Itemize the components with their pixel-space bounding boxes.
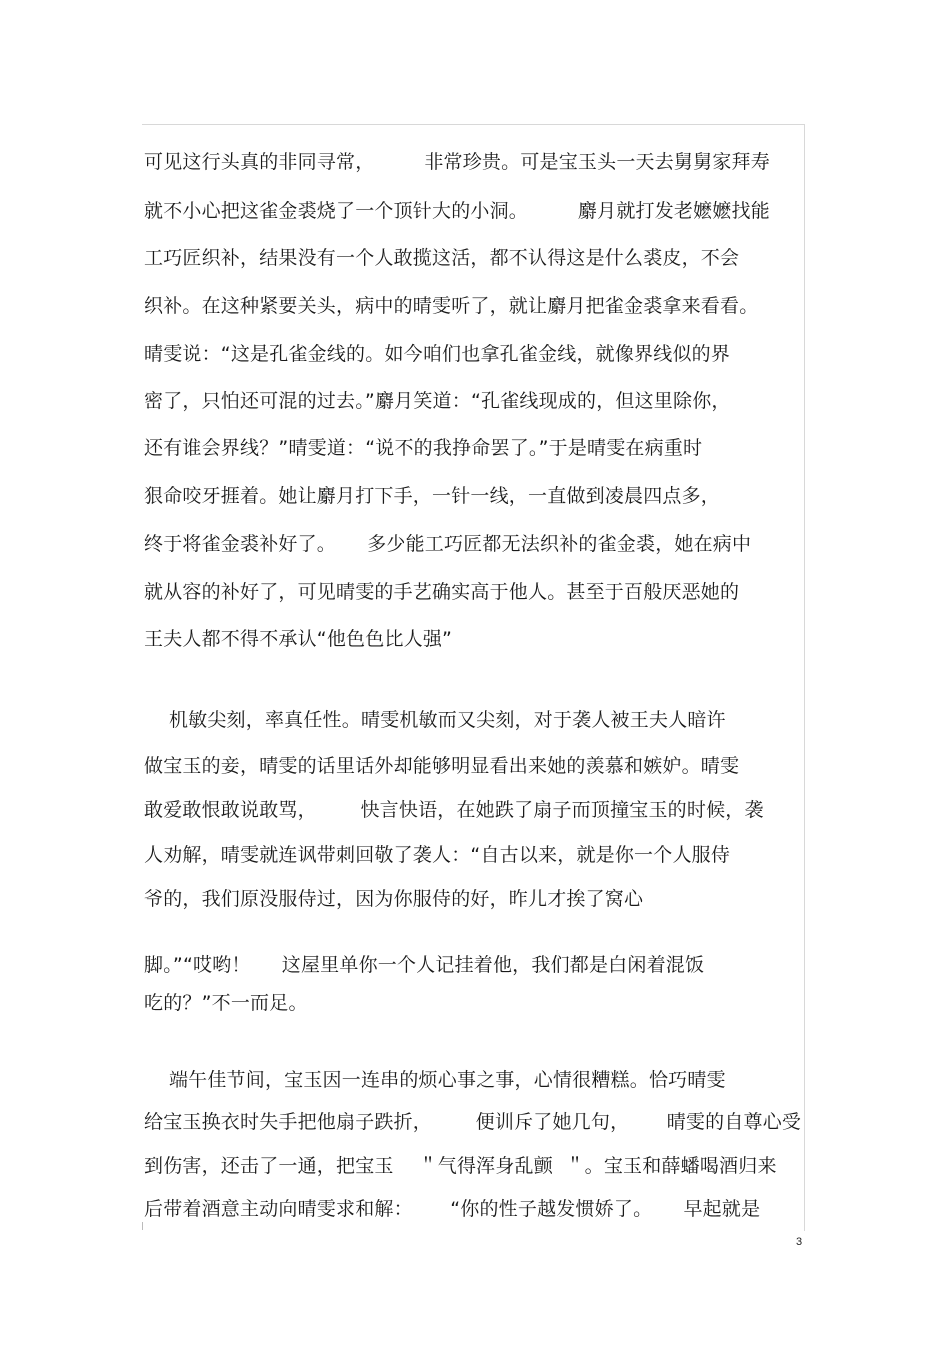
text-line: 端午佳节间，宝玉因一连串的烦心事之事，心情很糟糕。恰巧晴雯 [144,1069,726,1091]
text-line: 狠命咬牙捱着。她让麝月打下手，一针一线，一直做到凌晨四点多， [144,485,721,507]
text-line: 就不小心把这雀金裘烧了一个顶针大的小洞。 麝月就打发老嬷嬷找能 [144,200,770,222]
text-line: 到伤害，还击了一通，把宝玉 ＂气得浑身乱颤 ＂。宝玉和薛蟠喝酒归来 [144,1155,777,1177]
page-corner-mark [142,1222,143,1230]
text-line: 敢爱敢恨敢说敢骂， 快言快语，在她跌了扇子而顶撞宝玉的时候，袭 [144,799,764,821]
text-line: 可见这行头真的非同寻常， 非常珍贵。可是宝玉头一天去舅舅家拜寿 [144,151,770,173]
text-line: 还有谁会界线？”晴雯道：“说不的我挣命罢了。”于是晴雯在病重时 [144,437,703,459]
text-line: 王夫人都不得不承认“他色色比人强” [144,628,453,650]
text-line: 后带着酒意主动向晴雯求和解： “你的性子越发惯娇了。 早起就是 [144,1198,761,1220]
text-line: 织补。在这种紧要关头，病中的晴雯听了，就让麝月把雀金裘拿来看看。 [144,295,759,317]
text-line: 晴雯说：“这是孔雀金线的。如今咱们也拿孔雀金线，就像界线似的界 [144,343,731,365]
text-line: 就从容的补好了，可见晴雯的手艺确实高于他人。甚至于百般厌恶她的 [144,581,740,603]
text-line: 密了，只怕还可混的过去。”麝月笑道：“孔雀线现成的，但这里除你， [144,390,731,412]
text-line: 机敏尖刻，率真任性。晴雯机敏而又尖刻，对于袭人被王夫人暗许 [144,709,726,731]
text-line: 终于将雀金裘补好了。 多少能工巧匠都无法织补的雀金裘，她在病中 [144,533,752,555]
text-line: 做宝玉的妾，晴雯的话里话外却能够明显看出来她的羡慕和嫉妒。晴雯 [144,755,740,777]
text-line: 爷的，我们原没服侍过，因为你服侍的好，昨儿才挨了窝心 [144,888,644,910]
text-line: 吃的？”不一而足。 [144,992,308,1014]
text-line: 人劝解，晴雯就连讽带刺回敬了袭人：“自古以来，就是你一个人服侍 [144,844,731,866]
text-line: 工巧匠织补，结果没有一个人敢揽这活，都不认得这是什么裘皮，不会 [144,247,740,269]
text-line: 给宝玉换衣时失手把他扇子跌折， 便训斥了她几句， 晴雯的自尊心受 [144,1111,802,1133]
page-frame [142,124,805,1231]
page-number: 3 [796,1236,803,1248]
text-line: 脚。”“哎哟！ 这屋里单你一个人记挂着他，我们都是白闲着混饭 [144,954,705,976]
